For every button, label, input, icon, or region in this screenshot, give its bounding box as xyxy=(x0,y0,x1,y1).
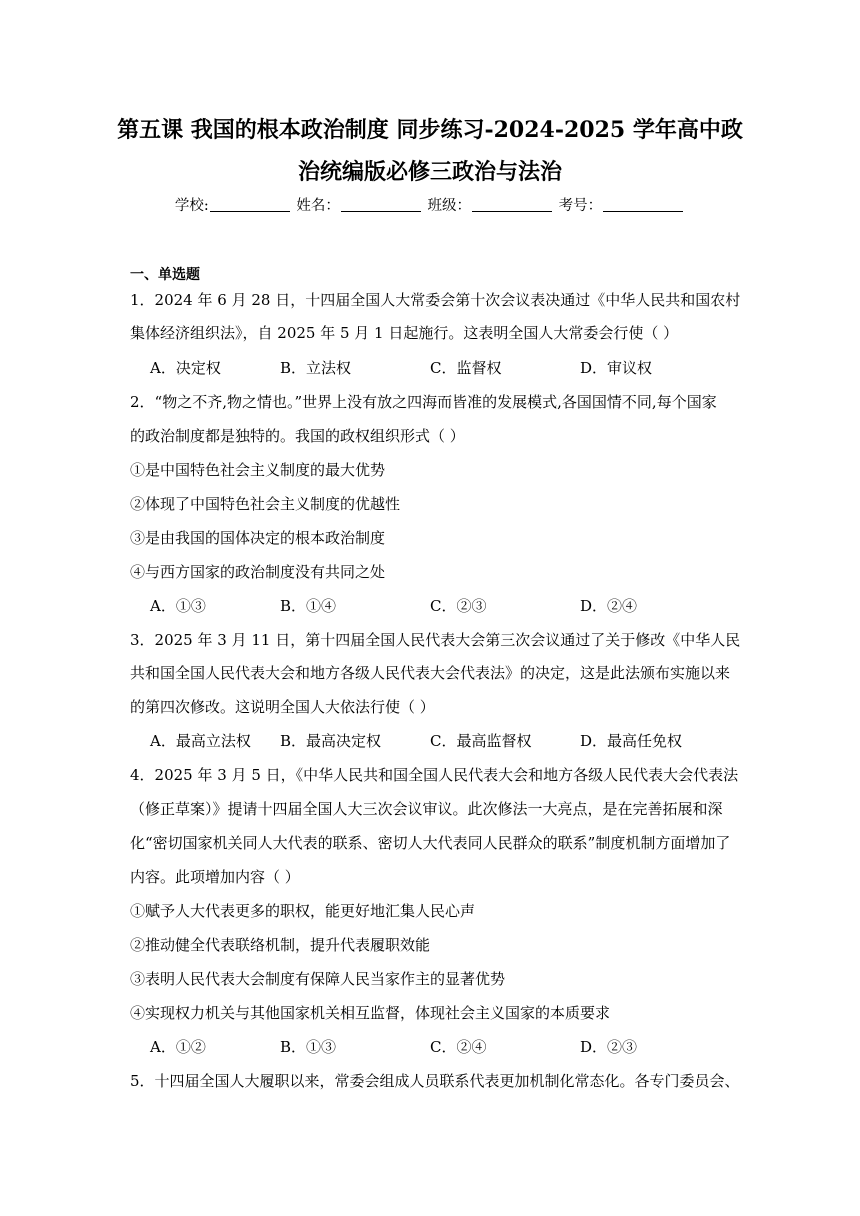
school-blank[interactable] xyxy=(210,197,290,212)
q4-option-c[interactable]: C．②④ xyxy=(430,1038,487,1056)
exam-no-blank[interactable] xyxy=(603,197,683,212)
q2-item-4: ④与西方国家的政治制度没有共同之处 xyxy=(130,563,386,581)
q2-item-3: ③是由我国的国体决定的根本政治制度 xyxy=(130,529,386,547)
class-blank[interactable] xyxy=(472,197,552,212)
q5-stem-line1: 5．十四届全国人大履职以来，常委会组成人员联系代表更加机制化常态化。各专门委员会、 xyxy=(130,1072,740,1090)
q3-option-b[interactable]: B．最高决定权 xyxy=(280,732,382,750)
q1-stem-line2: 集体经济组织法》，自 2025 年 5 月 1 日起施行。这表明全国人大常委会行使（ ） xyxy=(130,324,679,342)
name-blank[interactable] xyxy=(341,197,421,212)
section-heading: 一、单选题 xyxy=(130,267,200,283)
class-label: 班级： xyxy=(427,198,471,214)
q4-item-2: ②推动健全代表联络机制，提升代表履职效能 xyxy=(130,936,431,954)
q4-option-b[interactable]: B．①③ xyxy=(280,1038,337,1056)
q2-item-1: ①是中国特色社会主义制度的最大优势 xyxy=(130,461,386,479)
q2-option-a[interactable]: A．①③ xyxy=(150,597,206,615)
q3-stem-line3: 的第四次修改。这说明全国人大依法行使（ ） xyxy=(130,698,435,716)
q3-option-c[interactable]: C．最高监督权 xyxy=(430,732,532,750)
q1-option-d[interactable]: D．审议权 xyxy=(580,359,653,377)
q2-option-b[interactable]: B．①④ xyxy=(280,597,337,615)
q1-option-a[interactable]: A．决定权 xyxy=(150,359,221,377)
student-info-row xyxy=(0,197,860,215)
q1-option-c[interactable]: C．监督权 xyxy=(430,359,502,377)
q2-stem-line1: 2．“物之不齐,物之情也。”世界上没有放之四海而皆准的发展模式,各国国情不同,每个国家 xyxy=(130,393,717,411)
q4-item-3: ③表明人民代表大会制度有保障人民当家作主的显著优势 xyxy=(130,970,506,988)
page-title-line1: 第五课 我国的根本政治制度 同步练习-2024-2025 学年高中政 xyxy=(117,117,743,143)
q4-stem-line1: 4．2025 年 3 月 5 日，《中华人民共和国全国人民代表大会和地方各级人民代表大会代表法 xyxy=(130,766,739,784)
q4-stem-line4: 内容。此项增加内容（ ） xyxy=(130,868,300,886)
q3-stem-line1: 3．2025 年 3 月 11 日，第十四届全国人民代表大会第三次会议通过了关于修改《中华人民 xyxy=(130,631,741,649)
q4-item-1: ①赋予人大代表更多的职权，能更好地汇集人民心声 xyxy=(130,902,476,920)
exam-no-label: 考号： xyxy=(558,198,603,214)
name-label: 姓名： xyxy=(296,198,340,214)
q2-option-c[interactable]: C．②③ xyxy=(430,597,487,615)
q1-option-b[interactable]: B．立法权 xyxy=(280,359,352,377)
q4-stem-line2: （修正草案）》提请十四届全国人大三次会议审议。此次修法一大亮点，是在完善拓展和深 xyxy=(130,800,723,818)
q4-stem-line3: 化“密切国家机关同人大代表的联系、密切人大代表同人民群众的联系”制度机制方面增加了 xyxy=(130,834,731,852)
q2-item-2: ②体现了中国特色社会主义制度的优越性 xyxy=(130,495,401,513)
q4-option-a[interactable]: A．①② xyxy=(150,1038,206,1056)
q3-option-a[interactable]: A．最高立法权 xyxy=(150,732,251,750)
q2-stem-line2: 的政治制度都是独特的。我国的政权组织形式（ ） xyxy=(130,427,465,445)
q2-option-d[interactable]: D．②④ xyxy=(580,597,638,615)
q3-option-d[interactable]: D．最高任免权 xyxy=(580,732,683,750)
q3-stem-line2: 共和国全国人民代表大会和地方各级人民代表大会代表法》的决定，这是此法颁布实施以来 xyxy=(130,664,731,682)
q4-item-4: ④实现权力机关与其他国家机关相互监督，体现社会主义国家的本质要求 xyxy=(130,1004,611,1022)
school-label: 学校: xyxy=(174,198,209,214)
page-title-line2: 治统编版必修三政治与法治 xyxy=(297,159,562,185)
q1-stem-line1: 1．2024 年 6 月 28 日，十四届全国人大常委会第十次会议表决通过《中华人民共和国农村 xyxy=(130,291,741,309)
q4-option-d[interactable]: D．②③ xyxy=(580,1038,638,1056)
